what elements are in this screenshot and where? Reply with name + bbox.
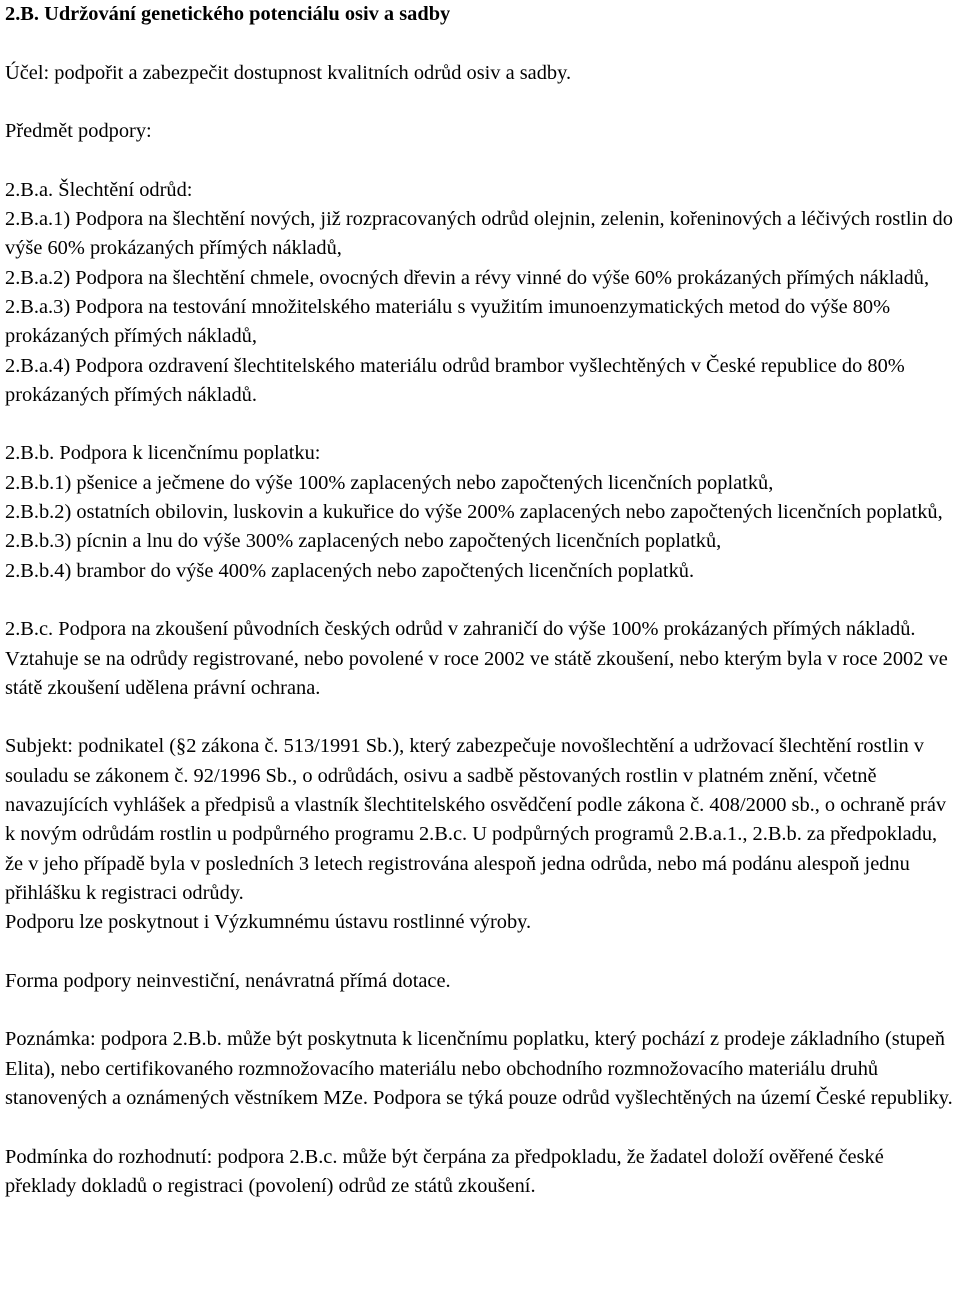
spacer bbox=[5, 586, 959, 615]
section-heading: 2.B. Udržování genetického potenciálu osiv a sadby bbox=[5, 3, 451, 25]
subsection-a-title: 2.B.a. Šlechtění odrůd: bbox=[5, 178, 193, 201]
subsection-b-item: 2.B.b.2) ostatních obilovin, luskovin a kukuřice do výše 200% zaplacených nebo započtených licenčních poplatků, bbox=[5, 501, 943, 524]
subsection-a-item: 2.B.a.3) Podpora na testování množitelského materiálu s využitím imunoenzymatických metod do výše 80% prokázaných přímých nákladů, bbox=[5, 295, 891, 348]
subjekt-extra-text: Podporu lze poskytnout i Výzkumnému ústavu rostlinné výroby. bbox=[5, 911, 532, 934]
spacer bbox=[5, 996, 959, 1025]
document-page bbox=[5, 0, 959, 1201]
subsection-c-text: 2.B.c. Podpora na zkoušení původních českých odrůd v zahraničí do výše 100% prokázaných přímých nákladů. Vztahuje se na odrůdy registrované, nebo povolené v roce 2002 ve státě zkoušení, nebo kterým byla v roce 2002 ve státě zkoušení udělena právní ochrana. bbox=[5, 618, 948, 699]
spacer bbox=[5, 146, 959, 175]
subsection-b-item: 2.B.b.1) pšenice a ječmene do výše 100% zaplacených nebo započtených licenčních poplatků, bbox=[5, 471, 774, 494]
spacer bbox=[5, 410, 959, 439]
subsection-b-item: 2.B.b.4) brambor do výše 400% zaplacených nebo započtených licenčních poplatků. bbox=[5, 559, 695, 582]
forma-text: Forma podpory neinvestiční, nenávratná přímá dotace. bbox=[5, 969, 451, 992]
subjekt-text: Subjekt: podnikatel (§2 zákona č. 513/1991 Sb.), který zabezpečuje novošlechtění a udržovací šlechtění rostlin v souladu se zákonem č. 92/1996 Sb., o odrůdách, osivu a sadbě pěstovaných rostlin v platném znění, včetně navazujících vyhlášek a předpisů a vlastník šlechtitelského osvědčení podle zákona č. 408/2000 sb., o ochraně práv k novým odrůdám rostlin u podpůrného programu 2.B.c. U podpůrných programů 2.B.a.1., 2.B.b. za předpokladu, že v jeho případě byla v posledních 3 letech registrována alespoň jedna odrůda, nebo má podánu alespoň jednu přihlášku k registraci odrůdy. bbox=[5, 735, 947, 904]
spacer bbox=[5, 1113, 959, 1142]
subsection-b-item: 2.B.b.3) pícnin a lnu do výše 300% zaplacených nebo započtených licenčních poplatků, bbox=[5, 530, 722, 553]
subsection-a-item: 2.B.a.4) Podpora ozdravení šlechtitelského materiálu odrůd brambor vyšlechtěných v České republice do 80% prokázaných přímých nákladů. bbox=[5, 354, 905, 406]
podminka-text: Podmínka do rozhodnutí: podpora 2.B.c. může být čerpána za předpokladu, že žadatel doloží ověřené české překlady dokladů o registraci (povolení) odrůd ze států zkoušení. bbox=[5, 1145, 884, 1197]
subsection-b-title: 2.B.b. Podpora k licenčnímu poplatku: bbox=[5, 442, 321, 465]
subsection-a-item: 2.B.a.2) Podpora na šlechtění chmele, ovocných dřevin a révy vinné do výše 60% prokázaných přímých nákladů, bbox=[5, 266, 930, 289]
spacer bbox=[5, 29, 959, 58]
spacer bbox=[5, 703, 959, 732]
purpose-text: Účel: podpořit a zabezpečit dostupnost kvalitních odrůd osiv a sadby. bbox=[5, 61, 572, 84]
spacer bbox=[5, 938, 959, 967]
subsection-a-item: 2.B.a.1) Podpora na šlechtění nových, již rozpracovaných odrůd olejnin, zelenin, kořeninových a léčivých rostlin do výše 60% prokázaných přímých nákladů, bbox=[5, 208, 953, 260]
subject-label: Předmět podpory: bbox=[5, 120, 152, 143]
spacer bbox=[5, 88, 959, 117]
poznamka-text: Poznámka: podpora 2.B.b. může být poskytnuta k licenčnímu poplatku, který pochází z prodeje základního (stupeň Elita), nebo certifikovaného rozmnožovacího materiálu nebo obchodního rozmnožovacího materiálu druhů stanovených a oznámených věstníkem MZe. Podpora se týká pouze odrůd vyšlechtěných na území České republiky. bbox=[5, 1028, 953, 1109]
